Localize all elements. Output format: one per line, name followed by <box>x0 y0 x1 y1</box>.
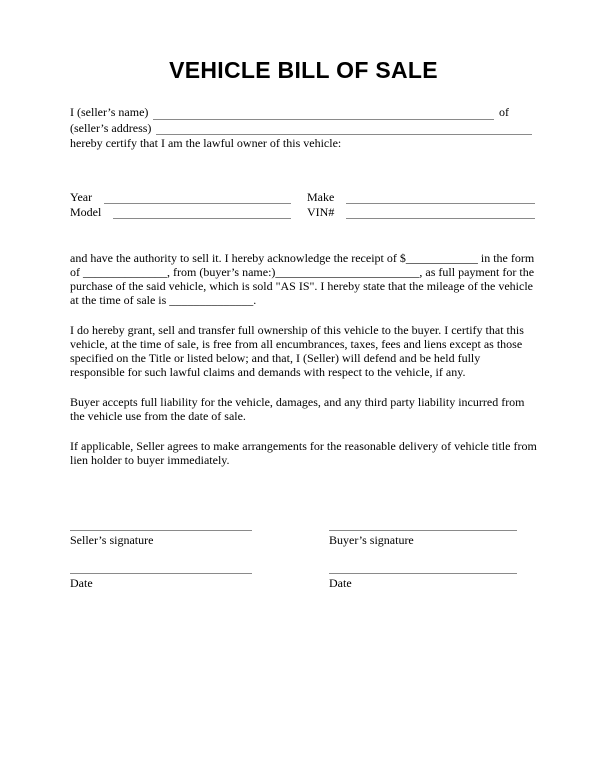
year-cell <box>70 190 293 205</box>
model-cell <box>70 205 293 220</box>
model-vin-row <box>70 205 537 220</box>
transfer-paragraph: I do hereby grant, sell and transfer full ownership of this vehicle to the buyer. I certify that this vehicle, at the time of sale, is free from all encumbrances, taxes, fees and liens except as those specified on the Title or listed below; and that, I (Seller) will defend and be held fully responsible for such lawful claims and demands with respect to the vehicle, if any. <box>70 322 524 379</box>
seller-name-row <box>70 105 537 121</box>
signature-section <box>70 530 537 590</box>
vin-label: VIN# <box>307 204 335 219</box>
model-field[interactable] <box>113 217 291 219</box>
year-field[interactable] <box>104 202 291 204</box>
seller-address-label: (seller’s address) <box>70 120 152 135</box>
certify-line <box>70 136 537 152</box>
year-label: Year <box>70 189 93 204</box>
buyer-date-field[interactable] <box>329 573 517 574</box>
title-delivery-paragraph: If applicable, Seller agrees to make arrangements for the reasonable delivery of vehicle title from lien holder to buyer immediately. <box>70 438 537 467</box>
seller-date-label: Date <box>70 575 93 590</box>
buyer-signature-field[interactable] <box>329 530 517 531</box>
buyer-date-label: Date <box>329 575 352 590</box>
vin-field[interactable] <box>346 217 535 219</box>
model-label: Model <box>70 204 102 219</box>
seller-signature-field[interactable] <box>70 530 252 531</box>
make-label: Make <box>307 189 335 204</box>
make-field[interactable] <box>346 202 535 204</box>
vin-cell <box>307 205 537 220</box>
year-make-row <box>70 190 537 205</box>
document-title: VEHICLE BILL OF SALE <box>169 57 438 83</box>
liability-paragraph: Buyer accepts full liability for the vehicle, damages, and any third party liability incurred from the vehicle use from the date of sale. <box>70 394 525 423</box>
vehicle-details-section <box>70 190 537 220</box>
seller-identification-section <box>70 105 537 152</box>
seller-signature-label: Seller’s signature <box>70 532 154 547</box>
certify-text: hereby certify that I am the lawful owner of this vehicle: <box>70 136 342 150</box>
buyer-signature-column <box>329 530 517 590</box>
seller-name-suffix-label: of <box>499 105 509 119</box>
seller-address-row <box>70 121 537 137</box>
seller-signature-column <box>70 530 252 590</box>
receipt-paragraph: and have the authority to sell it. I hereby acknowledge the receipt of $____________ in the form of ______________, from (buyer’s name:)________________________, as full payment for the purchase of the said vehicle, which is sold "AS IS". I hereby state that the mileage of the vehicle at the time of sale is ______________. <box>70 250 535 307</box>
make-cell <box>307 190 537 205</box>
seller-name-prefix-label: I (seller’s name) <box>70 105 149 119</box>
buyer-signature-label: Buyer’s signature <box>329 532 414 547</box>
seller-address-field[interactable] <box>156 133 532 135</box>
seller-name-field[interactable] <box>153 118 494 120</box>
seller-date-field[interactable] <box>70 573 252 574</box>
